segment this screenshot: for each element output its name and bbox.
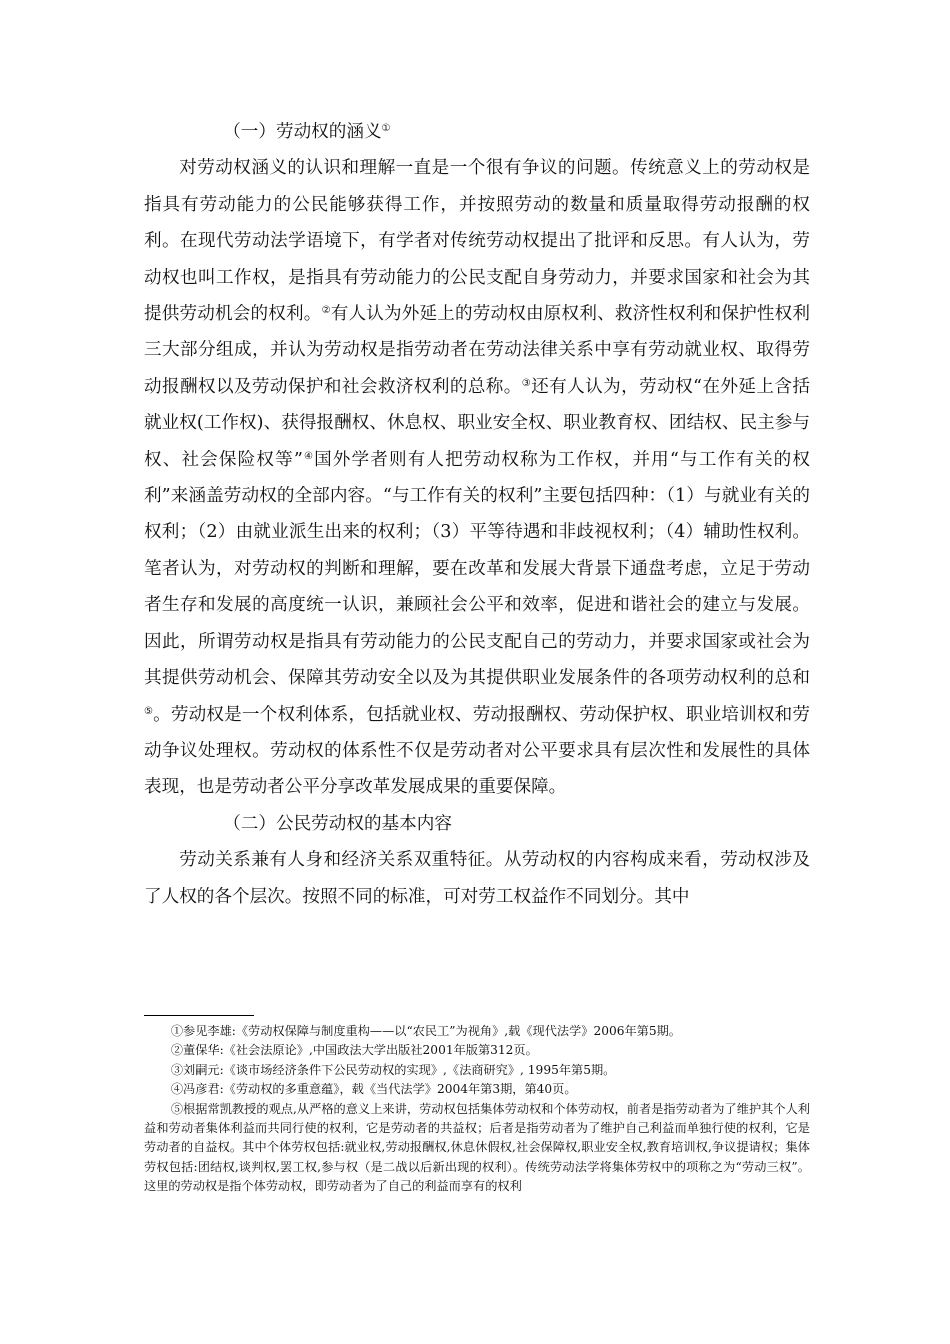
footnote-ref[interactable]: ③ [521,377,532,389]
footnote-ref[interactable]: ② [321,305,331,317]
footnote-ref[interactable]: ① [381,123,391,134]
footnotes [144,1022,810,1197]
section-heading-1: （一）劳动权的涵义① [223,122,391,142]
footnote-ref[interactable]: ⑤ [144,705,154,717]
footnote: ①参见李雄:《劳动权保障与制度重构——以“农民工”为视角》,载《现代法学》2006年第5期。 [170,1024,681,1038]
paragraph: 对劳动权涵义的认识和理解一直是一个很有争议的问题。传统意义上的劳动权是指具有劳动能力的公民能够获得工作，并按照劳动的数量和质量取得劳动报酬的权利。在现代劳动法学语境下，有学者对传统劳动权提出了批评和反思。有人认为，劳动权也叫工作权，是指具有劳动能力的公民支配自身劳动力，并要求国家和社会为其提供劳动机会的权利。②有人认为外延上的劳动权由原权利、救济性权利和保护性权利三大部分组成，并认为劳动权是指劳动者在劳动法律关系中享有劳动就业权、取得劳动报酬权以及劳动保护和社会救济权利的总称。③还有人认为，劳动权“在外延上含括就业权(工作权)、获得报酬权、休息权、职业安全权、职业教育权、团结权、民主参与权、社会保险权等”④国外学者则有人把劳动权称为工作权，并用“与工作有关的权利”来涵盖劳动权的全部内容。“与工作有关的权利”主要包括四种：（1）与就业有关的权利；（2）由就业派生出来的权利；（3）平等待遇和非歧视权利；（4）辅助性权利。笔者认为，对劳动权的判断和理解，要在改革和发展大背景下通盘考虑，立足于劳动者生存和发展的高度统一认识，兼顾社会公平和效率，促进和谐社会的建立与发展。因此，所谓劳动权是指具有劳动能力的公民支配自己的劳动力，并要求国家或社会为其提供劳动机会、保障其劳动安全以及为其提供职业发展条件的各项劳动权利的总和⑤。劳动权是一个权利体系，包括就业权、劳动报酬权、劳动保护权、职业培训权和劳动争议处理权。劳动权的体系性不仅是劳动者对公平要求具有层次性和发展性的具体表现，也是劳动者公平分享改革发展成果的重要保障。 [144,158,810,798]
footnote: ②董保华:《社会法原论》,中国政法大学出版社2001年版第312页。 [170,1043,538,1058]
footnote: ⑤根据常凯教授的观点,从严格的意义上来讲，劳动权包括集体劳动权和个体劳动权，前者是指劳动者为了维护其个人利益和劳动者集体利益而共同行使的权利，它是劳动者的共益权；后者是指劳动者为了维护自己利益而单独行使的权利，它是劳动者的自益权。其中个体劳权包括:就业权,劳动报酬权,休息休假权,社会保障权,职业安全权,教育培训权,争议提请权；集体劳权包括:团结权,谈判权,罢工权,参与权（是二战以后新出现的权利）。传统劳动法学将集体劳权中的项称之为“劳动三权”。这里的劳动权是指个体劳动权，即劳动者为了自己的利益而享有的权利 [144,1101,810,1194]
footnote-separator [144,1015,254,1016]
footnote: ④冯彦君:《劳动权的多重意蕴》，载《当代法学》2004年第3期，第40页。 [170,1082,577,1097]
footnote-ref[interactable]: ④ [302,450,315,462]
paragraph: 劳动关系兼有人身和经济关系双重特征。从劳动权的内容构成来看，劳动权涉及了人权的各个层次。按照不同的标准，可对劳工权益作不同划分。其中 [144,850,810,907]
footnote: ③刘嗣元:《谈市场经济条件下公民劳动权的实现》,《法商研究》, 1995年第5期。 [170,1062,616,1077]
section-heading-2: （二）公民劳动权的基本内容 [223,813,452,834]
body-text [144,114,810,915]
